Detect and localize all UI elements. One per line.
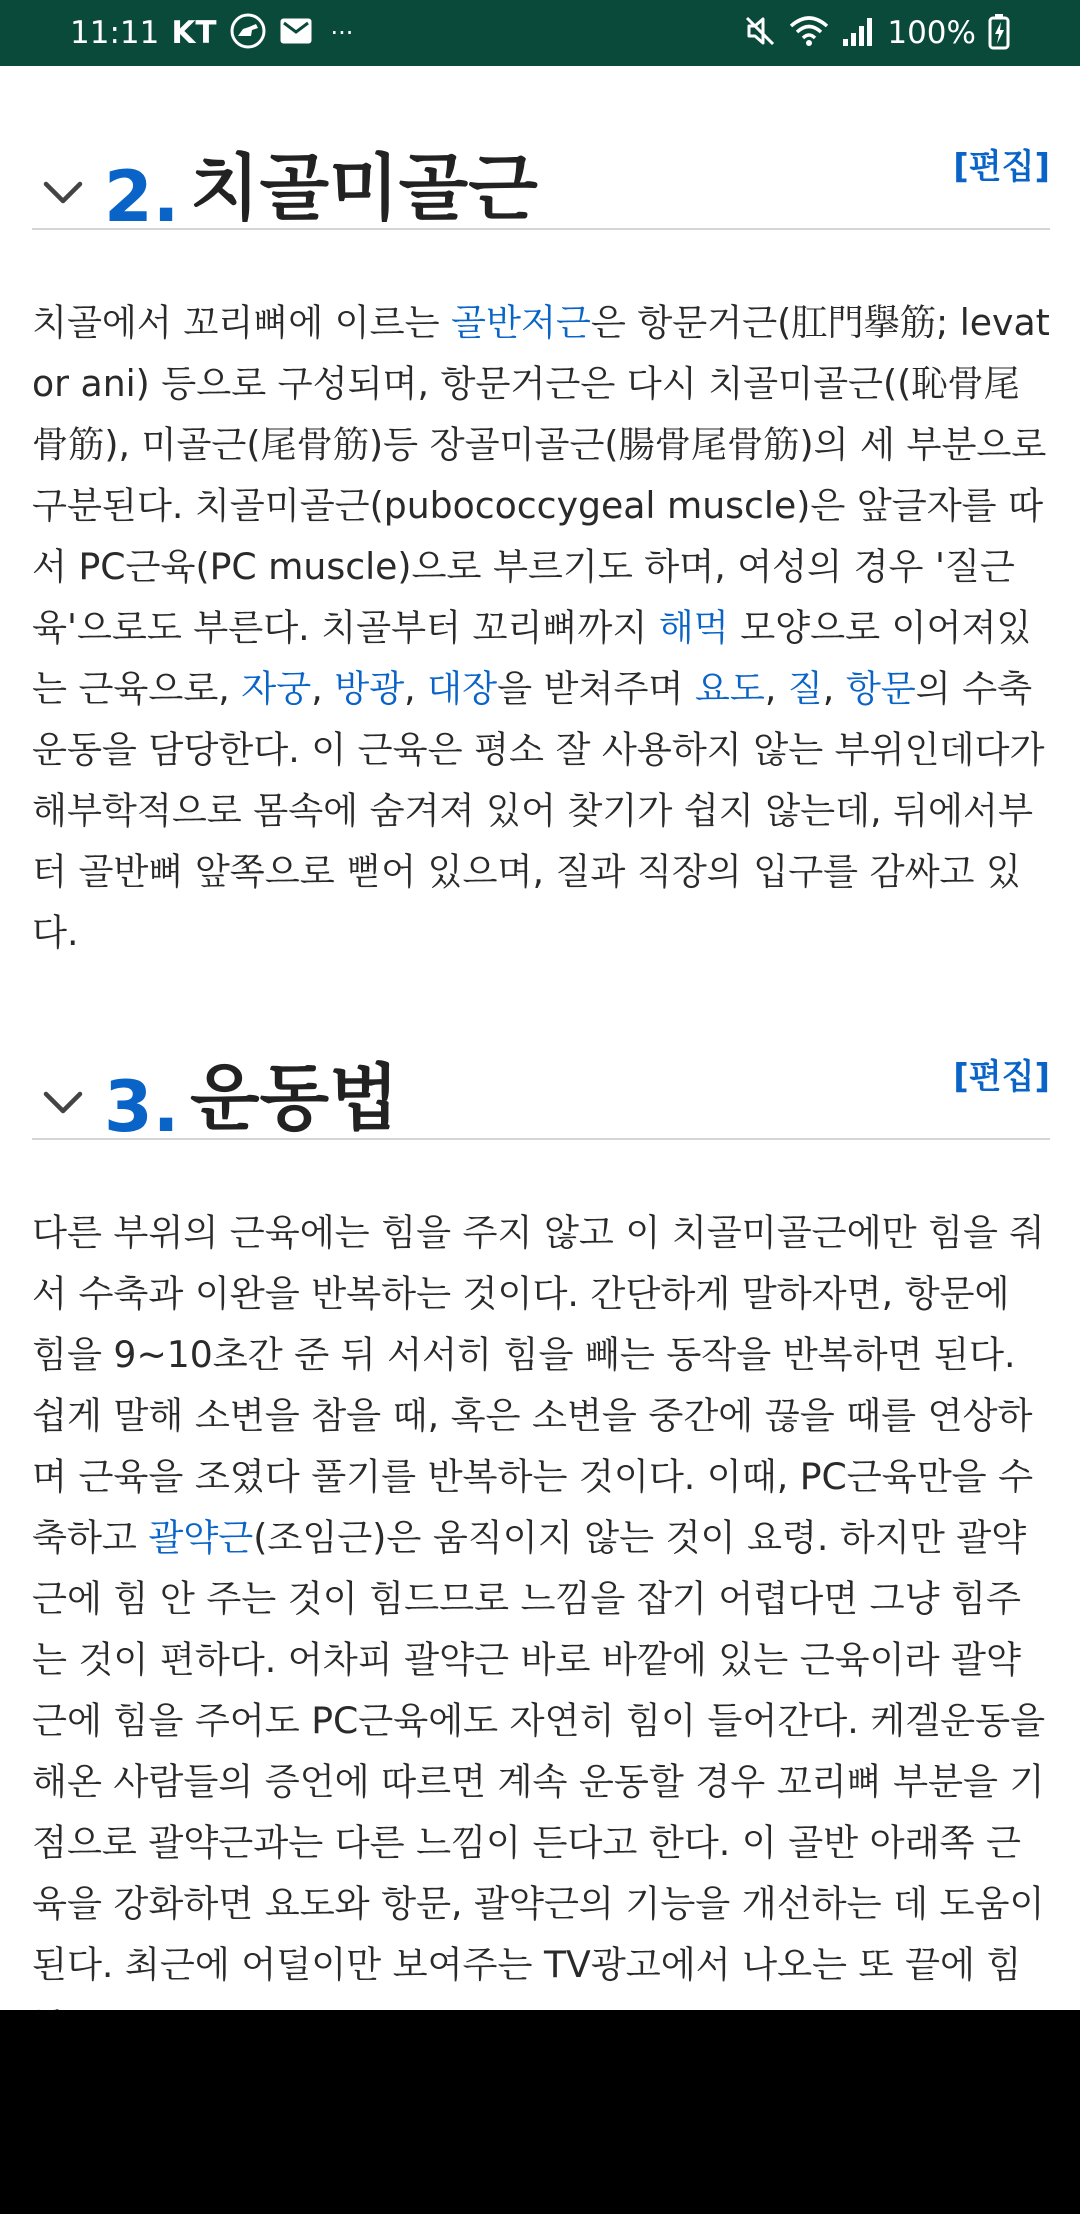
section-pc-muscle bbox=[32, 124, 1050, 963]
inline-link[interactable]: 자궁 bbox=[241, 667, 312, 710]
section-number: 2. bbox=[104, 156, 180, 238]
inline-link[interactable]: 요도 bbox=[694, 667, 765, 710]
paragraph-text: 모양으로 이어져있는 근육으로, bbox=[32, 606, 1032, 710]
status-bar-right bbox=[743, 13, 1010, 53]
dinosaur-app-icon bbox=[229, 12, 267, 54]
signal-icon bbox=[841, 15, 875, 51]
status-carrier: KT bbox=[171, 15, 217, 51]
section-paragraph bbox=[32, 1140, 1050, 2056]
inline-link[interactable]: 질 bbox=[787, 667, 823, 710]
paragraph-text: 다른 부위의 근육에는 힘을 주지 않고 이 치골미골근에만 힘을 줘서 수축과 이완을 반복하는 것이다. 간단하게 말하자면, 항문에 힘을 9~10초간 준 뒤 서서히 힘을 빼는 동작을 반복하면 된다. 쉽게 말해 소변을 참을 때, 혹은 소변을 중간에 끊을 때를 연상하며 근육을 조였다 풀기를 반복하는 것이다. 이때, PC근육만을 수축하고 bbox=[32, 1211, 1045, 1559]
section-title: 운동법 bbox=[190, 1056, 399, 1140]
paragraph-text: , bbox=[404, 667, 428, 710]
section-title: 치골미골근 bbox=[190, 146, 538, 230]
paragraph-text: 을 받쳐주며 bbox=[497, 667, 695, 710]
wifi-icon bbox=[789, 14, 829, 52]
paragraph-text: 은 항문거근(肛門擧筋; levator ani) 등으로 구성되며, 항문거근은 다시 치골미골근((恥骨尾骨筋), 미골근(尾骨筋)등 장골미골근(腸骨尾骨筋)의 세 부분으로 구분된다. 치골미골근(pubococcygeal muscle)은 앞글자를 따서 PC근육(PC muscle)으로 부르기도 하며, 여성의 경우 '질근육'으로도 부른다. 치골부터 꼬리뼈까지 bbox=[32, 301, 1050, 649]
section-header[interactable] bbox=[32, 124, 1050, 238]
mute-icon bbox=[743, 14, 777, 52]
status-bar-left bbox=[70, 12, 353, 54]
inline-link[interactable]: 대장 bbox=[427, 667, 498, 710]
more-notifications-icon: ··· bbox=[330, 19, 354, 47]
inline-link[interactable]: 항문 bbox=[845, 667, 916, 710]
paragraph-text: , bbox=[764, 667, 788, 710]
section-paragraph bbox=[32, 230, 1050, 963]
paragraph-text: , bbox=[311, 667, 335, 710]
section-number: 3. bbox=[104, 1066, 180, 1148]
inline-link[interactable]: 방광 bbox=[334, 667, 405, 710]
paragraph-text: 치골에서 꼬리뼈에 이르는 bbox=[32, 301, 452, 344]
section-exercise-method bbox=[32, 1034, 1050, 2056]
battery-percent: 100% bbox=[887, 15, 976, 51]
mail-icon bbox=[279, 17, 313, 49]
inline-link[interactable]: 괄약근 bbox=[148, 1516, 254, 1559]
chevron-down-icon[interactable] bbox=[42, 1090, 84, 1120]
section-header[interactable] bbox=[32, 1034, 1050, 1148]
paragraph-text: 의 수축운동을 담당한다. 이 근육은 평소 잘 사용하지 않는 부위인데다가 해부학적으로 몸속에 숨겨져 있어 찾기가 쉽지 않는데, 뒤에서부터 골반뼈 앞쪽으로 뻗어 있으며, 질과 직장의 입구를 감싸고 있다. bbox=[32, 667, 1045, 954]
battery-charging-icon bbox=[988, 13, 1010, 53]
inline-link[interactable]: 골반저근 bbox=[451, 301, 591, 344]
article-content[interactable] bbox=[0, 66, 1080, 2010]
edit-link[interactable]: [편집] bbox=[953, 1057, 1050, 1097]
inline-link[interactable]: 해먹 bbox=[658, 606, 729, 649]
chevron-down-icon[interactable] bbox=[42, 180, 84, 210]
paragraph-text: (조임근)은 움직이지 않는 것이 요령. 하지만 괄약근에 힘 안 주는 것이 힘드므로 느낌을 잡기 어렵다면 그냥 힘주는 것이 편하다. 어차피 괄약근 바로 바깥에 있는 근육이라 괄약근에 힘을 주어도 PC근육에도 자연히 힘이 들어간다. 케겔운동을 해온 사람들의 증언에 따르면 계속 운동할 경우 꼬리뼈 부분을 기점으로 괄약근과는 다른 느낌이 든다고 한다. 이 골반 아래쪽 근육을 강화하면 요도와 항문, 괄약근의 기능을 개선하는 데 도움이 된다. 최근에 어덜이만 보여주는 TV광고에서 나오는 또 끝에 힘 bbox=[32, 1516, 1046, 1986]
edit-link[interactable]: [편집] bbox=[953, 147, 1050, 187]
status-time: 11:11 bbox=[70, 15, 160, 51]
paragraph-text: , bbox=[822, 667, 846, 710]
navigation-bar bbox=[0, 2010, 1080, 2214]
status-bar bbox=[0, 0, 1080, 66]
